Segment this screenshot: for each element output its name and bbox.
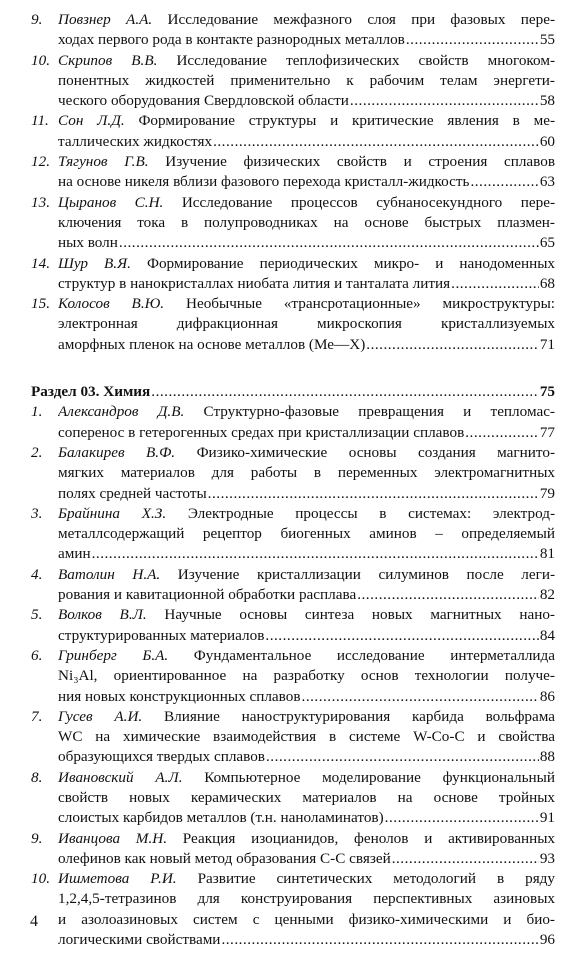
entry-title-last-line xyxy=(58,274,555,294)
entry-title-line xyxy=(58,463,555,483)
toc-entry[interactable] xyxy=(31,646,555,707)
entry-title-text: Изучение кристаллизации силуминов после леги- xyxy=(177,565,555,583)
entry-title-last-line xyxy=(58,687,555,707)
entry-page-number: 58 xyxy=(539,92,555,110)
entry-title-line xyxy=(58,254,555,274)
toc-entry[interactable] xyxy=(31,254,555,295)
entry-title-text: Исследование процессов субнаносекундного пере- xyxy=(181,193,555,211)
entry-title-text: мягких материалов для работы в переменных электромагнитных xyxy=(58,464,555,482)
dot-leader xyxy=(265,626,538,646)
dot-leader xyxy=(406,30,539,50)
toc-entry[interactable] xyxy=(31,443,555,504)
entry-title-last-line xyxy=(58,849,555,869)
entry-title-text: ключения тока в полупроводниках на основе быстрых плазмен- xyxy=(58,213,555,231)
entry-page-number: 77 xyxy=(539,423,555,441)
entry-page-number: 65 xyxy=(539,234,555,252)
entry-title-text: электронная дифракционная микроскопия кристаллизуемых xyxy=(58,315,555,333)
entry-title-line xyxy=(58,294,555,314)
toc-entry[interactable] xyxy=(31,707,555,768)
entry-title-line xyxy=(58,10,555,30)
dot-leader xyxy=(266,747,539,767)
entry-title-line xyxy=(58,605,555,625)
entry-title-text: Структурно-фазовые превращения и тепломас- xyxy=(203,403,555,421)
entry-body xyxy=(58,10,555,51)
entry-title-last-line xyxy=(58,233,555,253)
entry-page-number: 93 xyxy=(539,849,555,867)
dot-leader xyxy=(151,382,539,402)
entry-title-last-line xyxy=(58,91,555,111)
page-number: 4 xyxy=(30,913,38,930)
toc-section-heading[interactable] xyxy=(31,382,555,402)
entry-page-number: 84 xyxy=(539,626,555,644)
entry-title-text: Исследование теплофизических свойств многоком- xyxy=(176,51,555,69)
toc-entry[interactable] xyxy=(31,402,555,443)
entry-title-last-line xyxy=(58,30,555,50)
toc-entry[interactable] xyxy=(31,152,555,193)
entry-title-last-line xyxy=(58,172,555,192)
dot-leader xyxy=(119,233,539,253)
entry-body xyxy=(58,707,555,768)
entry-body xyxy=(58,829,555,870)
entry-title-text: и азолоазиновых систем с ценными физико-химическими и био- xyxy=(58,910,555,928)
entry-title-text: соперенос в гетерогенных средах при кристаллизации сплавов xyxy=(58,423,465,441)
entry-body xyxy=(58,294,555,355)
entry-title-line xyxy=(58,707,555,727)
entry-number: 15. xyxy=(31,295,50,313)
entry-title-text: рования и кавитационной обработки расплава xyxy=(58,586,357,604)
toc-part-physics xyxy=(31,10,555,355)
section-title: Раздел 03. Химия xyxy=(31,383,151,401)
toc-entry[interactable] xyxy=(31,768,555,829)
entry-title-line xyxy=(58,524,555,544)
entry-page-number: 60 xyxy=(539,132,555,150)
dot-leader xyxy=(465,423,539,443)
entry-title-line xyxy=(58,314,555,334)
toc-entry[interactable] xyxy=(31,869,555,950)
entry-number: 9. xyxy=(31,11,43,28)
entry-page-number: 86 xyxy=(539,687,555,705)
entry-title-text: Необычные «трансротационные» микроструктуры: xyxy=(186,295,555,313)
entry-author: Ишметова Р.И. xyxy=(58,870,177,888)
entry-title-line xyxy=(58,869,555,889)
table-of-contents xyxy=(31,10,555,950)
toc-entry[interactable] xyxy=(31,504,555,565)
entry-title-text: Научные основы синтеза новых магнитных нано- xyxy=(164,606,555,624)
entry-body xyxy=(58,152,555,193)
entry-author: Балакирев В.Ф. xyxy=(58,443,176,461)
entry-title-last-line xyxy=(58,747,555,767)
entry-number: 13. xyxy=(31,193,50,211)
entry-title-last-line xyxy=(58,585,555,605)
entry-title-text: образующихся твердых сплавов xyxy=(58,748,265,766)
entry-title-text: WC на химические взаимодействия в системе W-Co-C и свойства xyxy=(58,728,555,746)
entry-body xyxy=(58,111,555,152)
entry-title-text: Влияние наноструктурирования карбида вольфрама xyxy=(164,707,555,725)
entry-page-number: 71 xyxy=(539,335,555,353)
entry-author: Гринберг Б.А. xyxy=(58,646,169,664)
dot-leader xyxy=(366,335,539,355)
entry-title-text: полях средней частоты xyxy=(58,484,207,502)
dot-leader xyxy=(208,484,539,504)
dot-leader xyxy=(92,544,539,564)
entry-title-text: понентных жидкостей применительно к рабочим телам энергети- xyxy=(58,71,555,89)
toc-entry[interactable] xyxy=(31,111,555,152)
entry-title-text: аморфных пленок на основе металлов (Ме—Х) xyxy=(58,335,366,353)
entry-page-number: 55 xyxy=(539,31,555,49)
entry-author: Скрипов В.В. xyxy=(58,51,158,69)
entry-body xyxy=(58,443,555,504)
entry-title-text: структур в нанокристаллах ниобата лития и танталата лития xyxy=(58,274,451,292)
entry-body xyxy=(58,254,555,295)
entry-title-text: Реакция изоцианидов, фенолов и активированных xyxy=(182,829,555,847)
toc-entry[interactable] xyxy=(31,605,555,646)
entry-title-text: металлсодержащий рецептор биогенных аминов – определяемый xyxy=(58,525,555,543)
toc-entry[interactable] xyxy=(31,565,555,606)
entry-title-text: Исследование межфазного слоя при фазовых пере- xyxy=(167,11,555,28)
entry-title-text: свойств новых керамических материалов на основе тройных xyxy=(58,788,555,806)
entry-title-line xyxy=(58,193,555,213)
toc-entry[interactable] xyxy=(31,10,555,51)
entry-title-text: Формирование периодических микро- и нанодоменных xyxy=(146,254,555,272)
entry-body xyxy=(58,51,555,112)
entry-author: Тягунов Г.В. xyxy=(58,153,149,171)
dot-leader xyxy=(302,687,539,707)
entry-title-text: Развитие синтетических методологий в ряду xyxy=(197,870,555,888)
entry-page-number: 82 xyxy=(539,586,555,604)
toc-entry[interactable] xyxy=(31,829,555,870)
entry-author: Ватолин Н.А. xyxy=(58,565,161,583)
entry-number: 9. xyxy=(31,829,43,847)
entry-body xyxy=(58,504,555,565)
entry-title-line xyxy=(58,829,555,849)
entry-number: 10. xyxy=(31,51,50,69)
entry-body xyxy=(58,768,555,829)
entry-author: Шур В.Я. xyxy=(58,254,131,272)
toc-part-chemistry xyxy=(31,402,555,950)
entry-title-line xyxy=(58,111,555,131)
entry-body xyxy=(58,646,555,707)
entry-author: Александров Д.В. xyxy=(58,403,185,421)
entry-title-text: 1,2,4,5-тетразинов для конструирования перспективных азиновых xyxy=(58,890,555,908)
entry-page-number: 88 xyxy=(539,748,555,766)
entry-title-text: логическими свойствами xyxy=(58,931,221,949)
entry-title-line xyxy=(58,910,555,930)
dot-leader xyxy=(385,808,539,828)
entry-title-last-line xyxy=(58,544,555,564)
entry-body xyxy=(58,605,555,646)
entry-title-text: Компьютерное моделирование функциональный xyxy=(204,768,555,786)
entry-body xyxy=(58,869,555,950)
entry-title-last-line xyxy=(58,808,555,828)
entry-title-text: Физико-химические основы создания магнито- xyxy=(196,443,555,461)
entry-author: Ивановский А.Л. xyxy=(58,768,183,786)
entry-number: 8. xyxy=(31,768,43,786)
entry-title-text: таллических жидкостях xyxy=(58,132,213,150)
entry-title-text: Ni₃Al, ориентированное на разработку основ технологии получе- xyxy=(58,667,555,685)
entry-number: 5. xyxy=(31,606,43,624)
section-page-number: 75 xyxy=(539,383,555,401)
entry-author: Повзнер А.А. xyxy=(58,11,153,28)
entry-title-text: слоистых карбидов металлов (т.н. наноламинатов) xyxy=(58,809,384,827)
entry-title-line xyxy=(58,646,555,666)
entry-number: 12. xyxy=(31,153,50,171)
entry-title-text: на основе никеля вблизи фазового перехода кристалл-жидкость xyxy=(58,173,470,191)
dot-leader xyxy=(357,585,539,605)
entry-title-text: амин xyxy=(58,545,91,563)
dot-leader xyxy=(221,930,538,950)
entry-page-number: 81 xyxy=(539,545,555,563)
toc-entry[interactable] xyxy=(31,193,555,254)
entry-title-last-line xyxy=(58,335,555,355)
entry-title-line xyxy=(58,71,555,91)
dot-leader xyxy=(470,172,538,192)
entry-title-line xyxy=(58,666,555,686)
toc-entry[interactable] xyxy=(31,294,555,355)
entry-author: Колосов В.Ю. xyxy=(58,295,165,313)
entry-title-line xyxy=(58,504,555,524)
entry-number: 4. xyxy=(31,565,43,583)
entry-title-line xyxy=(58,152,555,172)
entry-body xyxy=(58,402,555,443)
entry-number: 2. xyxy=(31,443,43,461)
entry-title-last-line xyxy=(58,626,555,646)
entry-page-number: 79 xyxy=(539,484,555,502)
entry-title-text: Фундаментальное исследование интерметаллида xyxy=(193,646,555,664)
entry-title-text: олефинов как новый метод образования С-С связей xyxy=(58,849,391,867)
entry-author: Цыранов С.Н. xyxy=(58,193,164,211)
entry-title-line xyxy=(58,213,555,233)
entry-author: Сон Л.Д. xyxy=(58,112,125,130)
entry-title-text: Изучение физических свойств и строения сплавов xyxy=(165,153,555,171)
dot-leader xyxy=(350,91,539,111)
dot-leader xyxy=(213,132,539,152)
entry-title-line xyxy=(58,402,555,422)
entry-title-line xyxy=(58,565,555,585)
entry-title-text: Электродные процессы в системах: электрод- xyxy=(187,504,555,522)
entry-number: 7. xyxy=(31,707,43,725)
entry-title-line xyxy=(58,889,555,909)
entry-page-number: 96 xyxy=(539,931,555,949)
entry-number: 11. xyxy=(31,112,49,130)
entry-author: Волков В.Л. xyxy=(58,606,147,624)
entry-title-last-line xyxy=(58,930,555,950)
entry-number: 10. xyxy=(31,870,50,888)
entry-author: Брайнина Х.З. xyxy=(58,504,167,522)
entry-number: 3. xyxy=(31,504,43,522)
entry-page-number: 91 xyxy=(539,809,555,827)
entry-page-number: 68 xyxy=(539,274,555,292)
entry-title-text: Формирование структуры и критические явления в ме- xyxy=(138,112,555,130)
entry-title-text: ходах первого рода в контакте разнородных металлов xyxy=(58,31,405,49)
entry-title-line xyxy=(58,443,555,463)
entry-title-text: ческого оборудования Свердловской области xyxy=(58,92,349,110)
entry-number: 6. xyxy=(31,646,43,664)
entry-title-text: структурированных материалов xyxy=(58,626,265,644)
entry-number: 14. xyxy=(31,254,50,272)
entry-number: 1. xyxy=(31,403,43,421)
entry-title-line xyxy=(58,727,555,747)
entry-body xyxy=(58,193,555,254)
dot-leader xyxy=(392,849,539,869)
entry-title-line xyxy=(58,768,555,788)
entry-body xyxy=(58,565,555,606)
entry-title-last-line xyxy=(58,132,555,152)
entry-title-line xyxy=(58,788,555,808)
entry-title-text: ния новых конструкционных сплавов xyxy=(58,687,301,705)
entry-page-number: 63 xyxy=(539,173,555,191)
entry-title-text: ных волн xyxy=(58,234,118,252)
entry-author: Гусев А.И. xyxy=(58,707,143,725)
entry-title-last-line xyxy=(58,423,555,443)
entry-title-last-line xyxy=(58,484,555,504)
dot-leader xyxy=(451,274,539,294)
entry-title-line xyxy=(58,51,555,71)
toc-entry[interactable] xyxy=(31,51,555,112)
entry-author: Иванцова М.Н. xyxy=(58,829,168,847)
